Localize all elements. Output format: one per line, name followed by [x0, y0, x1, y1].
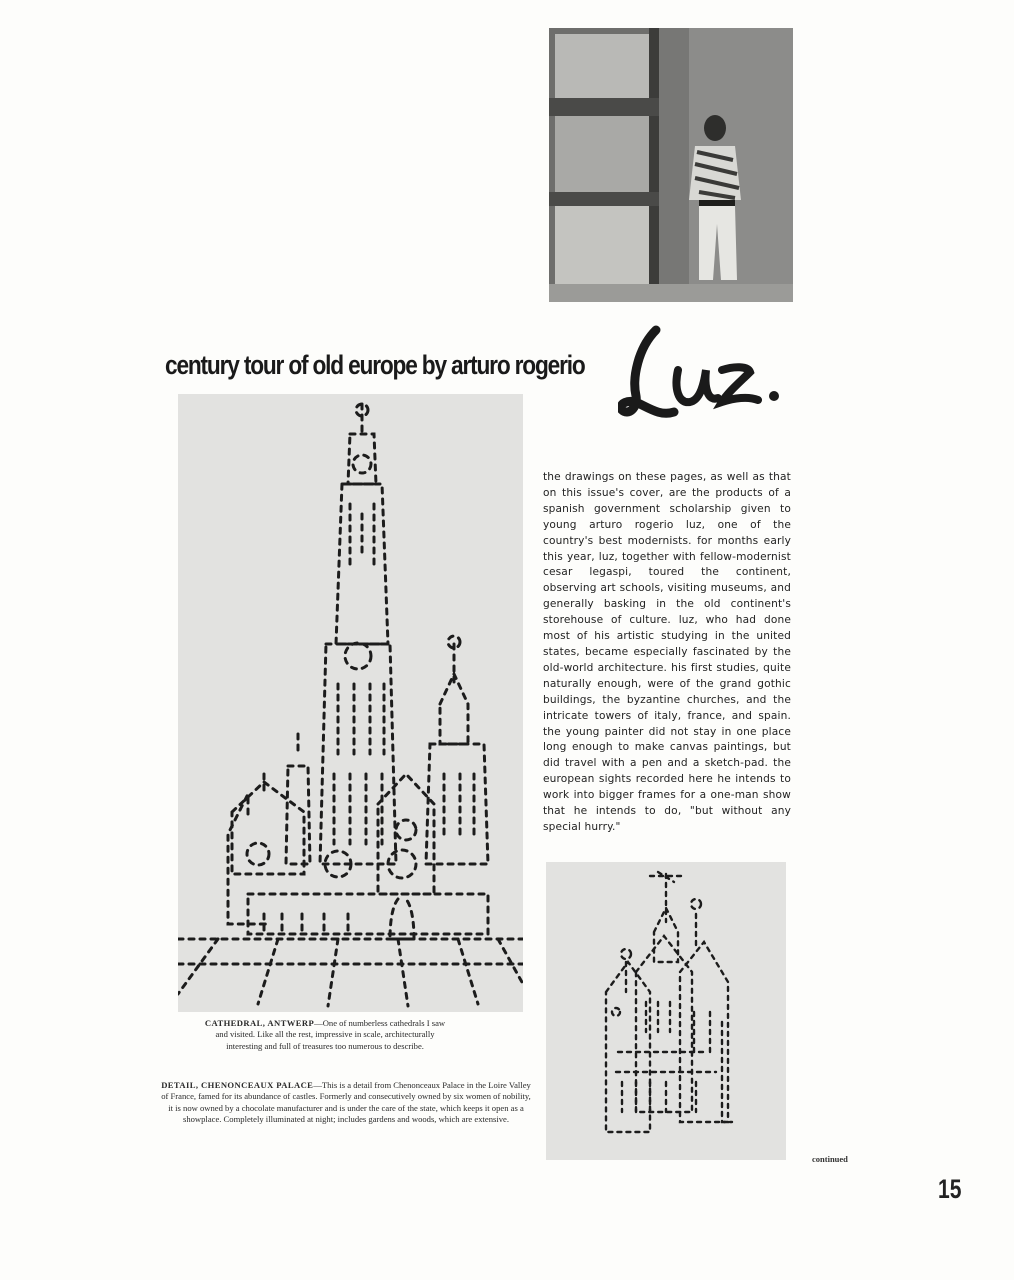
- caption-chenonceaux-title: DETAIL, CHENONCEAUX PALACE: [161, 1080, 314, 1090]
- article-body-text: the drawings on these pages, as well as that on this issue's cover, are the products of a spanish government scholarship given to young arturo rogerio luz, one of the country's best modernists. for months early this year, luz, together with fellow-modernist cesar legaspi, toured the continent, observing art schools, visiting museums, and generally basking in the old continent's storehouse of culture. luz, who had done most of his artistic studying in the united states, became especially fascinated by the old-world architecture. his first studies, quite naturally enough, were of the grand gothic buildings, the byzantine churches, and the intricate towers of italy, france, and spain. the young painter did not stay in one place long enough to make canvas paintings, but did travel with a pen and a sketch-pad. the european sights recorded here he intends to work into bigger frames for a one-man show that he intends to do, "but without any special hurry.": [543, 471, 791, 833]
- caption-cathedral-title: CATHEDRAL, ANTWERP: [204, 1018, 315, 1028]
- page-number: 15: [938, 1174, 962, 1204]
- caption-chenonceaux-text: —This is a detail from Chenonceaux Palace in the Loire Valley of France, famed for its abundance of castles. Formerly and consecutively owned by six women of nobility, it is now owned by a chocolate manufacturer and is under the care of the state, which keeps it open as a showplace. Completely illuminated at night; includes gardens and woods, which are extensive.: [161, 1080, 531, 1125]
- artist-photo: [549, 28, 793, 302]
- continued-label: continued: [812, 1154, 848, 1164]
- chenonceaux-palace-drawing: [546, 862, 786, 1160]
- caption-cathedral: [200, 1018, 450, 1052]
- artist-signature: [618, 318, 793, 428]
- caption-cathedral-text: —One of numberless cathedrals I saw and visited. Like all the rest, impressive in scale, architecturally interesting and full of treasures too numerous to describe.: [215, 1018, 446, 1051]
- article-headline: century tour of old europe by arturo rogerio: [165, 350, 585, 380]
- cathedral-antwerp-drawing: [178, 394, 523, 1012]
- caption-chenonceaux: [160, 1080, 532, 1126]
